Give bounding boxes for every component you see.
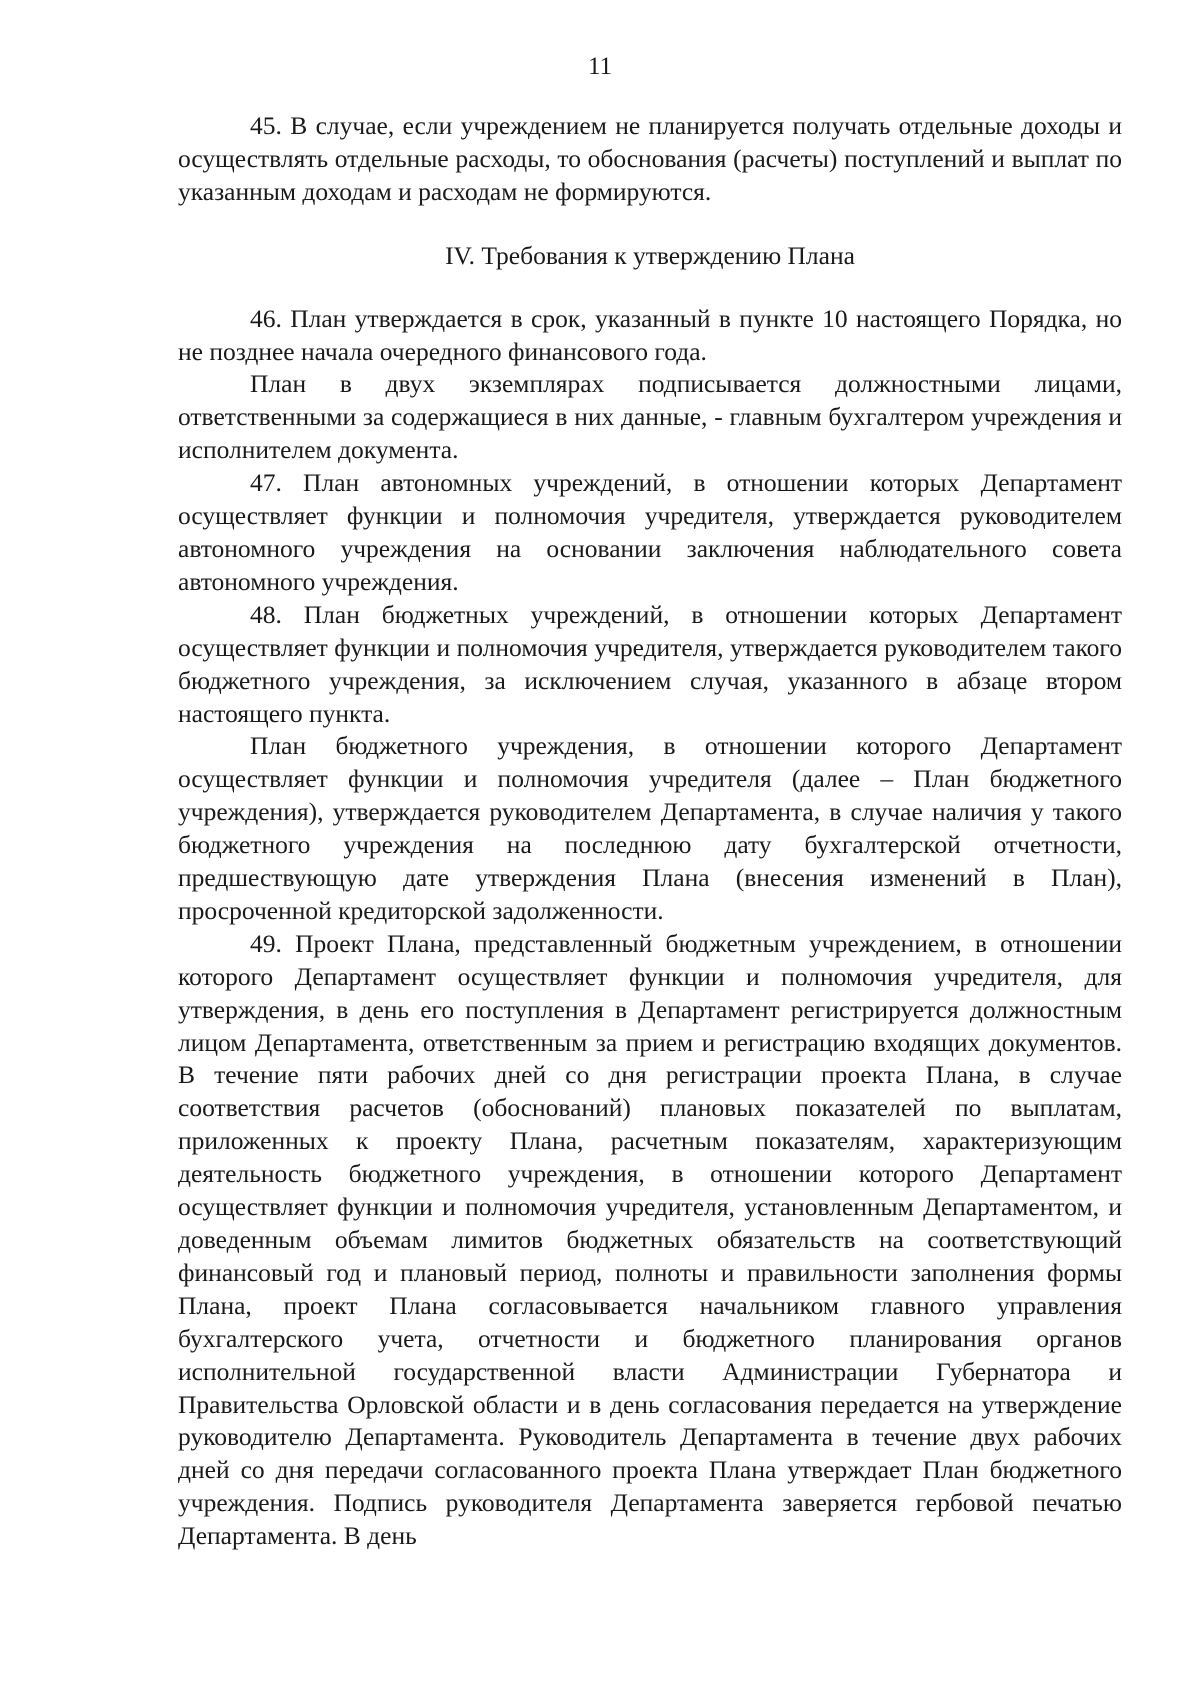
paragraph-45: 45. В случае, если учреждением не планируется получать отдельные доходы и осуществлять отдельные расходы, то обоснования (расчеты) поступлений и выплат по указанным доходам и расходам не формируются. bbox=[178, 111, 1122, 206]
section-heading: IV. Требования к утверждению Плана bbox=[445, 240, 855, 270]
paragraph-48: 48. План бюджетных учреждений, в отношении которых Департамент осуществляет функции и полномочия учредителя, утверждается руководителем такого бюджетного учреждения, за исключением случая, указанного в абзаце втором настоящего пункта. bbox=[178, 599, 1122, 728]
paragraph-46: 46. План утверждается в срок, указанный в пункте 10 настоящего Порядка, но не позднее начала очередного финансового года. bbox=[178, 303, 1122, 366]
document-body bbox=[178, 110, 1122, 1553]
paragraph-47: 47. План автономных учреждений, в отношении которых Департамент осуществляет функции и полномочия учредителя, утверждается руководителем автономного учреждения на основании заключения наблюдательного совета автономного учреждения. bbox=[178, 468, 1122, 596]
paragraph-46-signature: План в двух экземплярах подписывается должностными лицами, ответственными за содержащиеся в них данные, - главным бухгалтером учреждения и исполнителем документа. bbox=[178, 369, 1122, 465]
paragraph-49: 49. Проект Плана, представленный бюджетным учреждением, в отношении которого Департамент осуществляет функции и полномочия учредителя, для утверждения, в день его поступления в Департамент регистрируется должностным лицом Департамента, ответственным за прием и регистрацию входящих документов. В течение пяти рабочих дней со дня регистрации проекта Плана, в случае соответствия расчетов (обоснований) плановых показателей по выплатам, приложенных к проекту Плана, расчетным показателям, характеризующим деятельность бюджетного учреждения, в отношении которого Департамент осуществляет функции и полномочия учредителя, установленным Департаментом, и доведенным объемам лимитов бюджетных обязательств на соответствующий финансовый год и плановый период, полноты и правильности заполнения формы Плана, проект Плана согласовывается начальником главного управления бухгалтерского учета, отчетности и бюджетного планирования органов исполнительной государственной власти Администрации Губернатора и Правительства Орловской области и в день согласования передается на утверждение руководителю Департамента. Руководитель Департамента в течение двух рабочих дней со дня передачи согласованного проекта Плана утверждает План бюджетного учреждения. Подпись руководителя Департамента заверяется гербовой печатью Департамента. В день bbox=[178, 928, 1122, 1551]
page-number: 11 bbox=[587, 53, 613, 80]
paragraph-48-second: План бюджетного учреждения, в отношении которого Департамент осуществляет функции и полномочия учредителя (далее – План бюджетного учреждения), утверждается руководителем Департамента, в случае наличия у такого бюджетного учреждения на последнюю дату бухгалтерской отчетности, предшествующую дате утверждения Плана (внесения изменений в План), просроченной кредиторской задолженности. bbox=[178, 731, 1122, 925]
